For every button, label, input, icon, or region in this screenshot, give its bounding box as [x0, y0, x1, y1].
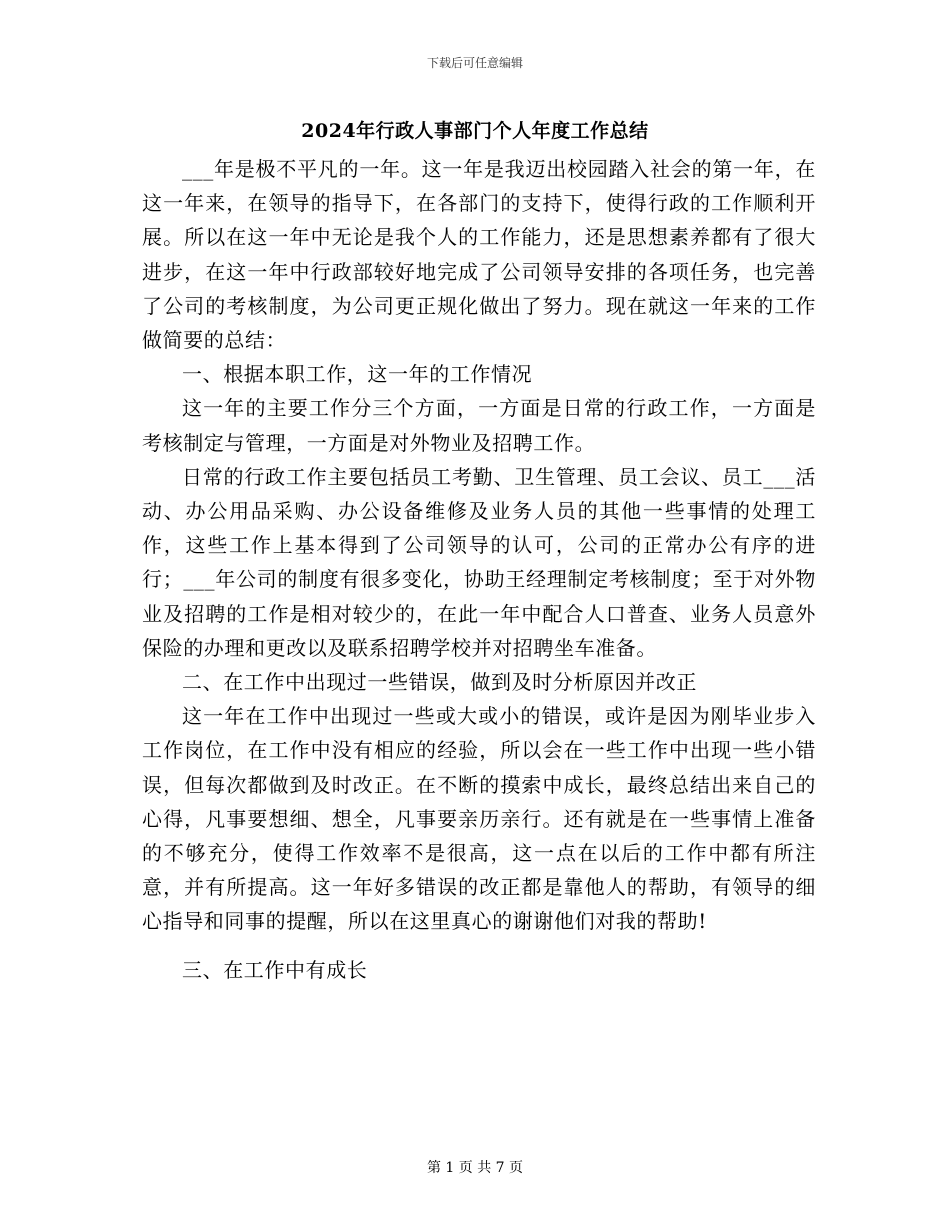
paragraph-mistakes: 这一年在工作中出现过一些或大或小的错误，或许是因为刚毕业步入工作岗位，在工作中没有相应的经验，所以会在一些工作中出现一些小错误，但每次都做到及时改正。在不断的摸索中成长，最终总结出来自己的心得，凡事要想细、想全，凡事要亲历亲行。还有就是在一些事情上准备的不够充分，使得工作效率不是很高，这一点在以后的工作中都有所注意，并有所提高。这一年好多错误的改正都是靠他人的帮助，有领导的细心指导和同事的提醒，所以在这里真心的谢谢他们对我的帮助!: [142, 704, 816, 934]
page-header-note: 下载后可任意编辑: [426, 56, 523, 70]
paragraph-work-overview: 这一年的主要工作分三个方面，一方面是日常的行政工作，一方面是考核制定与管理，一方面是对外物业及招聘工作。: [142, 396, 816, 455]
section-heading-3: 三、在工作中有成长: [182, 957, 368, 982]
page-number-footer: 第 1 页 共 7 页: [426, 1160, 524, 1176]
document-body: [142, 152, 816, 987]
paragraph-daily-admin: 日常的行政工作主要包括员工考勤、卫生管理、员工会议、员工___活动、办公用品采购、办公设备维修及业务人员的其他一些事情的处理工作，这些工作上基本得到了公司领导的认可，公司的正常办公有序的进行；___年公司的制度有很多变化，协助王经理制定考核制度；至于对外物业及招聘的工作是相对较少的，在此一年中配合人口普查、业务人员意外保险的办理和更改以及联系招聘学校并对招聘坐车准备。: [142, 464, 816, 660]
paragraph-intro: ___年是极不平凡的一年。这一年是我迈出校园踏入社会的第一年，在这一年来，在领导的指导下，在各部门的支持下，使得行政的工作顺利开展。所以在这一年中无论是我个人的工作能力，还是思想素养都有了很大进步，在这一年中行政部较好地完成了公司领导安排的各项任务，也完善了公司的考核制度，为公司更正规化做出了努力。现在就这一年来的工作做简要的总结：: [142, 157, 816, 353]
section-heading-1: 一、根据本职工作，这一年的工作情况: [182, 362, 533, 387]
document-title: 2024年行政人事部门个人年度工作总结: [301, 120, 649, 142]
section-heading-2: 二、在工作中出现过一些错误，做到及时分析原因并改正: [182, 670, 697, 695]
